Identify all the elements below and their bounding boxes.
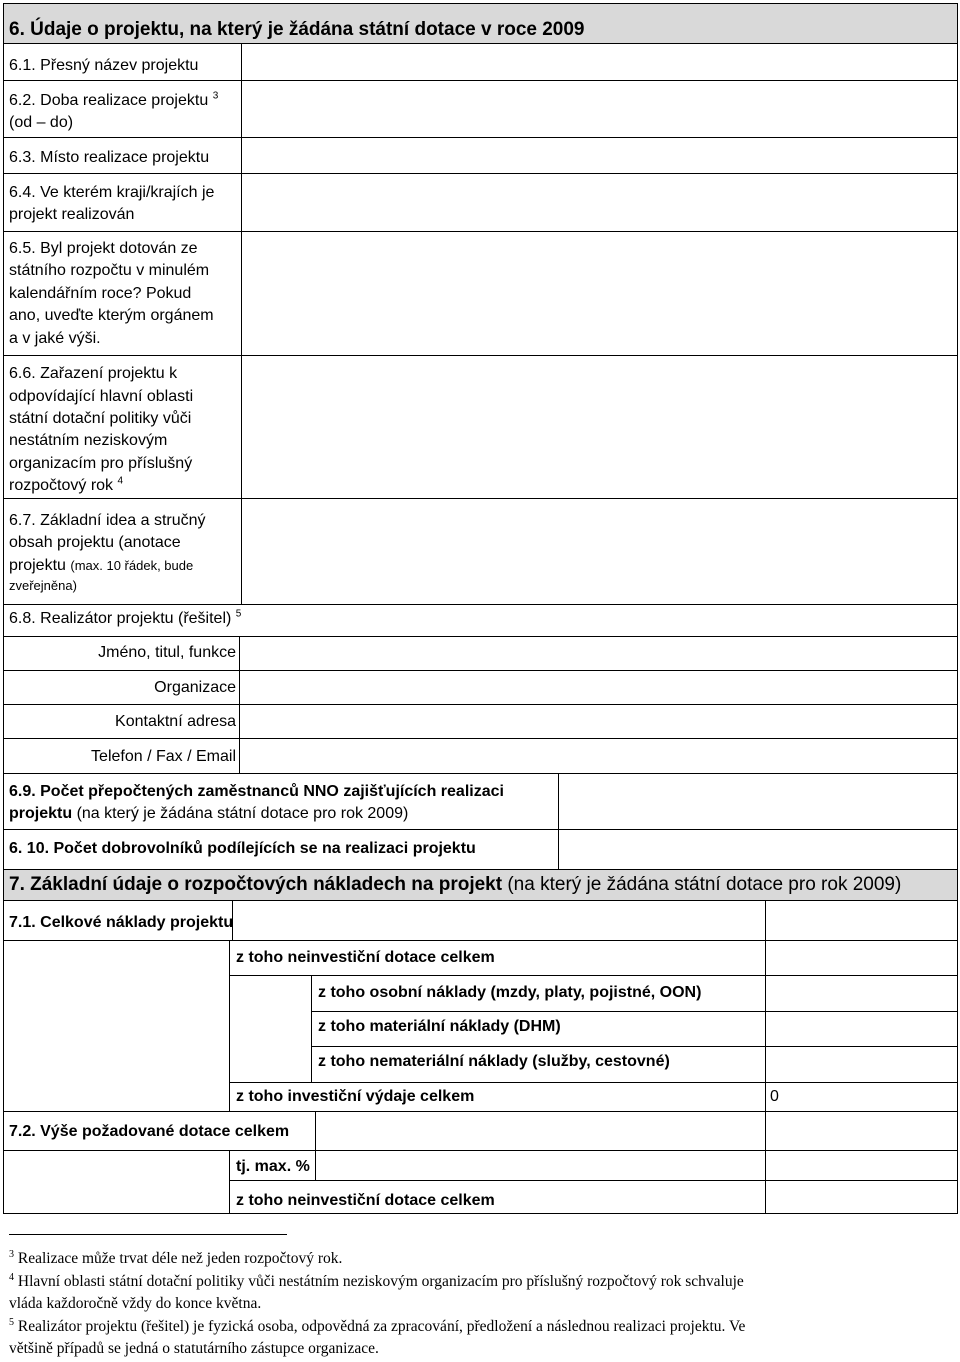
footnote-4-text: Hlavní oblasti státní dotační politiky vůči nestátním neziskovým organizacím pro příslušný rozpočtový rok schvaluje — [17, 1273, 744, 1290]
footnote-4-line-2: vláda každoročně vždy do konce května. — [9, 1295, 262, 1312]
place-input[interactable] — [243, 139, 956, 172]
duration-input[interactable] — [243, 82, 956, 136]
rule — [3, 940, 958, 941]
field-label-noninvest-2: z toho neinvestiční dotace celkem — [236, 1192, 495, 1209]
footnote-3 — [9, 1248, 342, 1270]
rule — [311, 1011, 958, 1012]
personnel-input[interactable] — [767, 977, 956, 1010]
rule — [3, 1150, 958, 1151]
field-label-prior-funding: 6.5. Byl projekt dotován ze — [9, 240, 198, 257]
employees-input[interactable] — [560, 775, 956, 828]
total-costs-input[interactable] — [767, 902, 956, 939]
footnote-number: 5 — [9, 1316, 14, 1328]
field-label-summary-text: projektu — [9, 557, 66, 574]
field-label-policy-area-6 — [9, 475, 123, 497]
rule — [3, 829, 958, 830]
noninvest-input[interactable] — [767, 942, 956, 974]
organization-input[interactable] — [241, 672, 956, 703]
rule — [229, 1180, 958, 1181]
field-label-summary-note: (max. 10 řádek, bude — [70, 558, 194, 573]
footnote-number: 4 — [9, 1271, 14, 1283]
rule — [315, 1150, 316, 1180]
field-label-personnel: z toho osobní náklady (mzdy, platy, pojistné, OON) — [318, 984, 702, 1001]
rule — [957, 869, 958, 1213]
section7-title-note: (na který je žádána státní dotace pro rok 2009) — [507, 874, 902, 895]
rule — [3, 704, 958, 705]
summary-input[interactable] — [243, 500, 956, 603]
prior-funding-input[interactable] — [243, 233, 956, 354]
field-label-employees: 6.9. Počet přepočtených zaměstnanců NNO zajišťujících realizaci — [9, 783, 504, 800]
rule — [239, 636, 240, 773]
footnote-number: 3 — [9, 1248, 14, 1260]
field-label-noninvest: z toho neinvestiční dotace celkem — [236, 949, 495, 966]
region-input[interactable] — [243, 175, 956, 230]
field-label-implementer-note: (řešitel) — [177, 610, 232, 627]
field-label-implementer — [9, 608, 241, 630]
field-label-summary-4: zveřejněna) — [9, 578, 77, 593]
rule — [3, 636, 958, 637]
footnote-ref: 5 — [235, 608, 242, 620]
field-label-project-name: 6.1. Přesný název projektu — [9, 57, 199, 74]
section7-title — [9, 873, 901, 897]
volunteers-input[interactable] — [560, 831, 956, 868]
field-label-employees-note: (na který je žádána státní dotace pro rok 2009) — [76, 805, 409, 822]
rule — [241, 43, 242, 604]
field-label-duration — [9, 90, 218, 112]
project-name-input[interactable] — [243, 45, 956, 79]
section6-title: 6. Údaje o projektu, na který je žádána státní dotace v roce 2009 — [9, 19, 585, 40]
field-label-implementer-text: 6.8. Realizátor projektu — [9, 610, 174, 627]
rule — [765, 1150, 766, 1213]
footnote-5-text: Realizátor projektu (řešitel) je fyzická osoba, odpovědná za zpracování, předložení a následnou realizaci projektu. Ve — [17, 1318, 746, 1335]
field-label-summary: 6.7. Základní idea a stručný — [9, 512, 206, 529]
section7-title-bold: 7. Základní údaje o rozpočtových nákladech na projekt — [9, 874, 503, 895]
footnote-5 — [9, 1316, 745, 1338]
field-label-policy-area-4: nestátním neziskovým — [9, 432, 168, 449]
field-label-region-2: projekt realizován — [9, 206, 135, 223]
invest-value[interactable]: 0 — [770, 1088, 779, 1105]
rule — [3, 900, 958, 901]
field-label-policy-area-3: státní dotační politiky vůči — [9, 410, 192, 427]
field-label-duration-range: (od – do) — [9, 114, 74, 131]
field-label-policy-area-2: odpovídající hlavní oblasti — [9, 388, 194, 405]
field-label-services: z toho nemateriální náklady (služby, cestovné) — [318, 1053, 670, 1070]
rule — [3, 773, 958, 774]
field-label-summary-2: obsah projektu (anotace — [9, 534, 181, 551]
rule — [3, 498, 958, 499]
rule — [765, 940, 766, 1150]
rule — [3, 355, 958, 356]
rule — [3, 43, 958, 44]
rule — [3, 231, 958, 232]
percent-input[interactable] — [317, 1152, 764, 1179]
field-label-name-title: Jméno, titul, funkce — [98, 644, 236, 661]
field-label-policy-area: 6.6. Zařazení projektu k — [9, 365, 178, 382]
rule — [558, 773, 559, 869]
field-label-organization: Organizace — [154, 679, 236, 696]
field-label-employees-2 — [9, 803, 408, 825]
footnote-4 — [9, 1271, 744, 1293]
field-label-requested: 7.2. Výše požadované dotace celkem — [9, 1123, 290, 1140]
rule — [3, 173, 958, 174]
services-input[interactable] — [767, 1048, 956, 1081]
field-label-region: 6.4. Ve kterém kraji/krajích je — [9, 184, 215, 201]
requested-input[interactable] — [317, 1113, 764, 1149]
field-label-phone: Telefon / Fax / Email — [91, 748, 236, 765]
rule — [229, 940, 230, 1111]
field-label-invest: z toho investiční výdaje celkem — [236, 1088, 475, 1105]
rule — [3, 738, 958, 739]
rule — [957, 3, 958, 869]
rule — [232, 900, 233, 940]
rule — [229, 1150, 230, 1213]
field-label-policy-area-text: rozpočtový rok — [9, 477, 114, 494]
field-label-summary-3 — [9, 555, 193, 577]
contact-address-input[interactable] — [241, 706, 956, 737]
material-input[interactable] — [767, 1013, 956, 1045]
rule — [3, 869, 4, 1213]
footnote-ref: 4 — [117, 475, 124, 487]
rule — [3, 604, 958, 605]
footnote-ref: 3 — [212, 90, 219, 102]
rule — [229, 1082, 958, 1083]
field-label-place: 6.3. Místo realizace projektu — [9, 149, 210, 166]
name-title-input[interactable] — [241, 638, 956, 669]
field-label-prior-funding-5: a v jaké výši. — [9, 330, 101, 347]
field-label-material: z toho materiální náklady (DHM) — [318, 1018, 561, 1035]
field-label-total-costs: 7.1. Celkové náklady projektu — [9, 914, 234, 931]
rule — [229, 975, 958, 976]
policy-area-input[interactable] — [243, 357, 956, 497]
rule — [3, 137, 958, 138]
footnote-separator — [9, 1234, 287, 1235]
phone-input[interactable] — [241, 740, 956, 772]
field-label-prior-funding-3: kalendářním roce? Pokud — [9, 285, 192, 302]
rule — [3, 670, 958, 671]
rule — [3, 3, 958, 4]
rule — [3, 80, 958, 81]
rule — [311, 975, 312, 1082]
footnote-5-line-2: většině případů se jedná o statutárního zástupce organizace. — [9, 1340, 379, 1357]
field-label-policy-area-5: organizacím pro příslušný — [9, 455, 193, 472]
rule — [3, 1213, 958, 1214]
rule — [315, 1111, 316, 1150]
field-label-percent: tj. max. % — [236, 1158, 310, 1175]
rule — [311, 1046, 958, 1047]
rule — [765, 900, 766, 940]
field-label-prior-funding-4: ano, uveďte kterým orgánem — [9, 307, 214, 324]
noninvest-2-input[interactable] — [767, 1182, 956, 1212]
field-label-prior-funding-2: státního rozpočtu v minulém — [9, 262, 210, 279]
field-label-duration-text: 6.2. Doba realizace projektu — [9, 92, 209, 109]
rule — [3, 3, 4, 869]
field-label-volunteers: 6. 10. Počet dobrovolníků podílejících se na realizaci projektu — [9, 840, 476, 857]
field-label-contact-address: Kontaktní adresa — [115, 713, 236, 730]
footnote-3-text: Realizace může trvat déle než jeden rozpočtový rok. — [17, 1250, 343, 1267]
rule — [3, 1111, 958, 1112]
field-label-employees-text: projektu — [9, 805, 73, 822]
